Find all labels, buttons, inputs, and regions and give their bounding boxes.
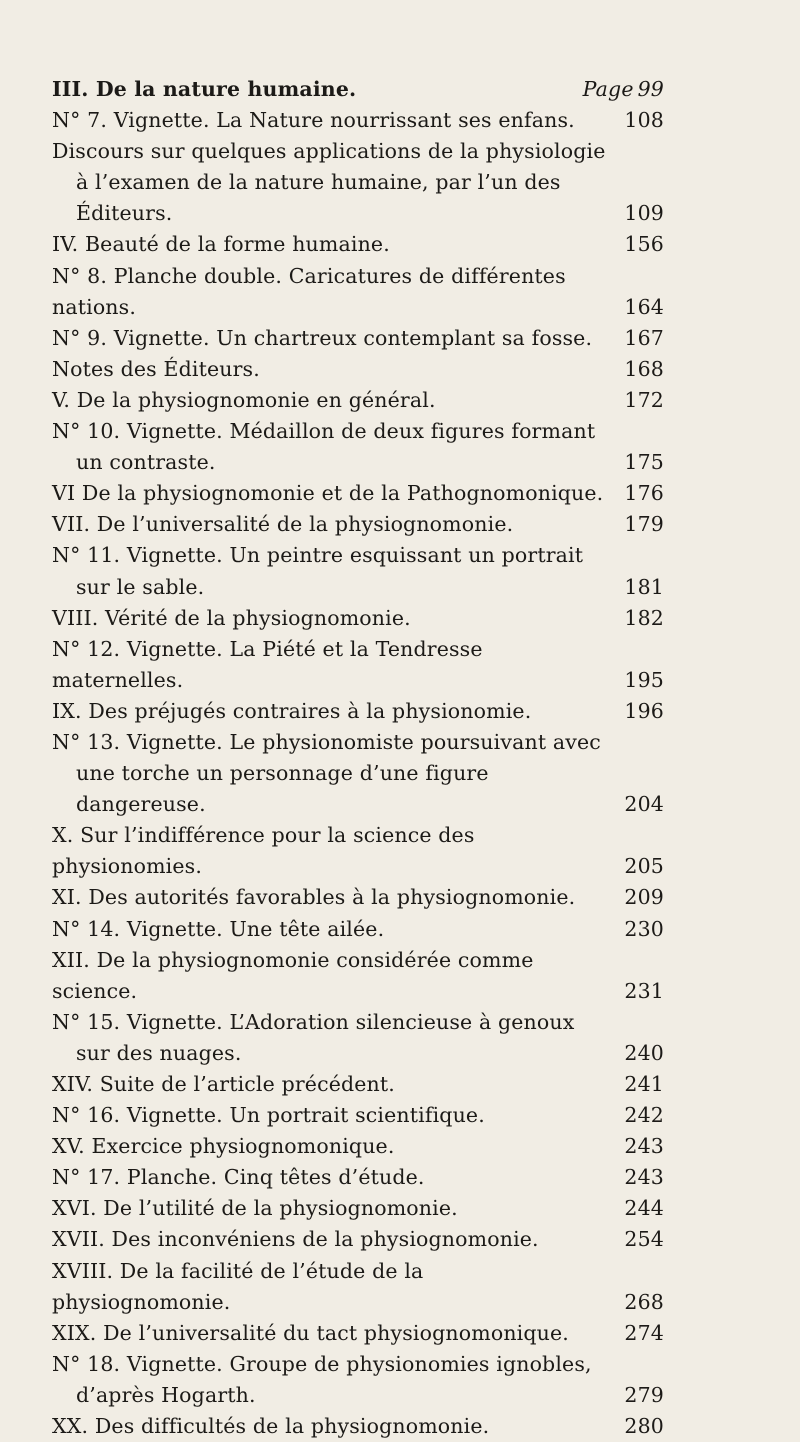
entry-label [52,540,624,602]
header-title: De la nature humaine. [95,77,357,101]
entry-numeral: XVI. [52,1196,97,1221]
entry-title: Vignette. La Nature nourrissant ses enfans. [113,108,575,133]
entry-title: De la facilité de l’étude de la physiognomonie. [52,1258,424,1314]
entry-title: Vignette. Le physionomiste poursuivant avec une torche un personnage d’une figure dangereuse. [76,729,601,817]
entry-label [52,105,624,136]
entry-numeral: N° 7. [52,108,108,133]
entry-page-number: 274 [624,1320,664,1345]
header-page-word: Page [582,77,634,101]
entry-numeral: XV. [52,1134,85,1159]
entry-numeral: VIII. [52,605,99,630]
toc-entry [52,945,664,1007]
entry-title: Discours sur quelques applications de la physiologie à l’examen de la nature humaine, par l’un des Éditeurs. [52,139,606,226]
entry-title: De la physiognomonie et de la Pathognomonique. [81,481,604,506]
entry-title: Des difficultés de la physiognomonie. [94,1414,490,1439]
entry-page-number: 242 [624,1103,664,1128]
toc-entry [52,540,664,602]
entry-label [52,416,624,478]
entry-numeral: XX. [52,1414,89,1439]
entry-title: Sur l’indifférence pour la science des physionomies. [52,823,475,879]
entry-label [52,261,624,323]
toc-entry [52,696,664,727]
entry-title: Vignette. Médaillon de deux figures formant un contraste. [76,419,596,475]
entry-page-number: 172 [624,387,664,412]
entry-numeral: VI [52,481,76,506]
toc-entry [52,261,664,323]
entry-page-number: 175 [624,450,664,475]
entry-label [52,229,624,260]
entry-numeral: N° 8. [52,263,108,288]
entry-title: Suite de l’article précédent. [99,1072,395,1096]
entry-title: Vignette. Un portrait scientifique. [126,1103,485,1128]
entry-numeral: IV. [52,232,79,257]
toc-entry [52,385,664,416]
toc-entry [52,1224,664,1255]
toc-entry [52,1411,664,1442]
entry-numeral: N° 13. [52,729,121,754]
entry-numeral: XIV. [52,1072,94,1096]
entry-page-number: 204 [624,792,664,817]
entry-title: Planche. Cinq têtes d’étude. [126,1165,425,1190]
entry-numeral: VII. [52,512,91,537]
entry-page-number: 243 [624,1134,664,1159]
entry-title: Vignette. La Piété et la Tendresse maternelles. [52,636,483,692]
entry-numeral: N° 17. [52,1165,121,1190]
header-numeral: III. [52,77,89,101]
entry-page-number: 182 [624,605,664,630]
entry-title: Vignette. L’Adoration silencieuse à genoux sur des nuages. [76,1009,575,1065]
entry-page-number: 156 [624,232,664,257]
toc-entry [52,727,664,820]
entry-page-number: 195 [624,667,664,692]
entry-label [52,634,624,696]
toc-entry [52,914,664,945]
entry-label [52,696,624,727]
entry-label [52,1256,624,1318]
entry-page-number: 168 [624,356,664,381]
toc-entry [52,229,664,260]
toc-entry [52,323,664,354]
entry-label [52,509,624,540]
toc-entry [52,1193,664,1224]
entry-label [52,1224,624,1255]
entry-title: De l’universalité du tact physiognomonique. [103,1320,569,1345]
entry-numeral: XI. [52,885,82,910]
entry-numeral: N° 15. [52,1009,121,1034]
entry-label [52,1349,624,1411]
entry-page-number: 241 [624,1072,664,1096]
entry-title: Vignette. Une tête ailée. [126,916,385,941]
entry-title: Vérité de la physiognomonie. [105,605,411,630]
entry-page-number: 231 [624,978,664,1003]
entry-label [52,1131,624,1162]
entry-title: Vignette. Groupe de physionomies ignobles, d’après Hogarth. [76,1351,592,1407]
entry-page-number: 205 [624,854,664,879]
toc-entry [52,820,664,882]
toc-entry [52,354,664,385]
entry-page-number: 108 [624,108,664,133]
toc-entry [52,603,664,634]
entry-page-number: 181 [624,574,664,599]
entry-label [52,1007,624,1069]
entry-label [52,478,624,509]
entry-title: Exercice physiognomonique. [91,1134,395,1159]
header-label [52,74,583,105]
entry-page-number: 280 [624,1414,664,1439]
entry-title: Notes des Éditeurs. [52,356,260,381]
entry-numeral: V. [52,387,71,412]
entry-label [52,820,624,882]
entry-label [52,1193,624,1224]
entry-numeral: X. [52,823,74,848]
entry-label [52,945,624,1007]
entry-title: De l’universalité de la physiognomonie. [96,512,514,537]
entry-numeral: N° 10. [52,419,121,444]
toc-entry [52,136,664,229]
entry-label [52,882,624,913]
entry-page-number: 109 [624,201,664,226]
entry-page-number: 176 [624,481,664,506]
toc-entry [52,416,664,478]
entry-numeral: N° 14. [52,916,121,941]
entry-title: De l’utilité de la physiognomonie. [103,1196,458,1221]
entry-label [52,1100,624,1131]
entry-page-number: 179 [624,512,664,537]
toc-entry [52,1318,664,1349]
toc-entry [52,1162,664,1193]
entry-label [52,727,624,820]
entry-label [52,385,624,416]
toc-entry [52,1100,664,1131]
entry-label [52,1162,624,1193]
entry-numeral: XVII. [52,1227,105,1252]
entry-label [52,603,624,634]
entry-label [52,136,624,229]
entry-page-number: 279 [624,1382,664,1407]
entry-page-number: 268 [624,1289,664,1314]
entry-numeral: N° 18. [52,1351,121,1376]
entry-title: De la physiognomonie considérée comme science. [52,947,534,1003]
toc-entry [52,1131,664,1162]
entry-page-number: 167 [624,325,664,350]
toc-entry [52,1069,664,1100]
toc-entry [52,105,664,136]
entry-page-number: 209 [624,885,664,910]
entry-numeral: XVIII. [52,1258,114,1283]
toc-entry [52,478,664,509]
toc-entry [52,1256,664,1318]
entry-page-number: 240 [624,1040,664,1065]
entry-title: Des inconvéniens de la physiognomonie. [111,1227,539,1252]
header-page-ref [583,74,664,105]
entry-title: Des autorités favorables à la physiognomonie. [88,885,576,910]
table-of-contents [52,74,664,1442]
entry-label [52,914,624,945]
entry-page-number: 244 [624,1196,664,1221]
entry-label [52,1411,624,1442]
entry-page-number: 196 [624,698,664,723]
entry-numeral: N° 12. [52,636,121,661]
entry-title: De la physiognomonie en général. [76,387,436,412]
entry-label [52,1069,624,1100]
entry-numeral: N° 11. [52,543,121,568]
entry-numeral: IX. [52,698,82,723]
entry-numeral: N° 16. [52,1103,121,1128]
toc-entry [52,634,664,696]
entry-title: Vignette. Un chartreux contemplant sa fosse. [113,325,593,350]
toc-entry [52,1007,664,1069]
toc-header-line [52,74,664,105]
header-page-number: 99 [637,77,664,101]
entry-label [52,1318,624,1349]
toc-entry [52,882,664,913]
entry-title: Planche double. Caricatures de différentes nations. [52,263,566,319]
entry-title: Beauté de la forme humaine. [84,232,390,257]
entry-label [52,323,624,354]
toc-entry [52,1349,664,1411]
entry-numeral: XII. [52,947,90,972]
entry-page-number: 230 [624,916,664,941]
entry-numeral: N° 9. [52,325,108,350]
entry-page-number: 243 [624,1165,664,1190]
entry-label [52,354,624,385]
entry-title: Vignette. Un peintre esquissant un portrait sur le sable. [76,543,584,599]
entry-page-number: 164 [624,294,664,319]
toc-entry [52,509,664,540]
entry-page-number: 254 [624,1227,664,1252]
entry-numeral: XIX. [52,1320,97,1345]
entry-title: Des préjugés contraires à la physionomie. [88,698,532,723]
